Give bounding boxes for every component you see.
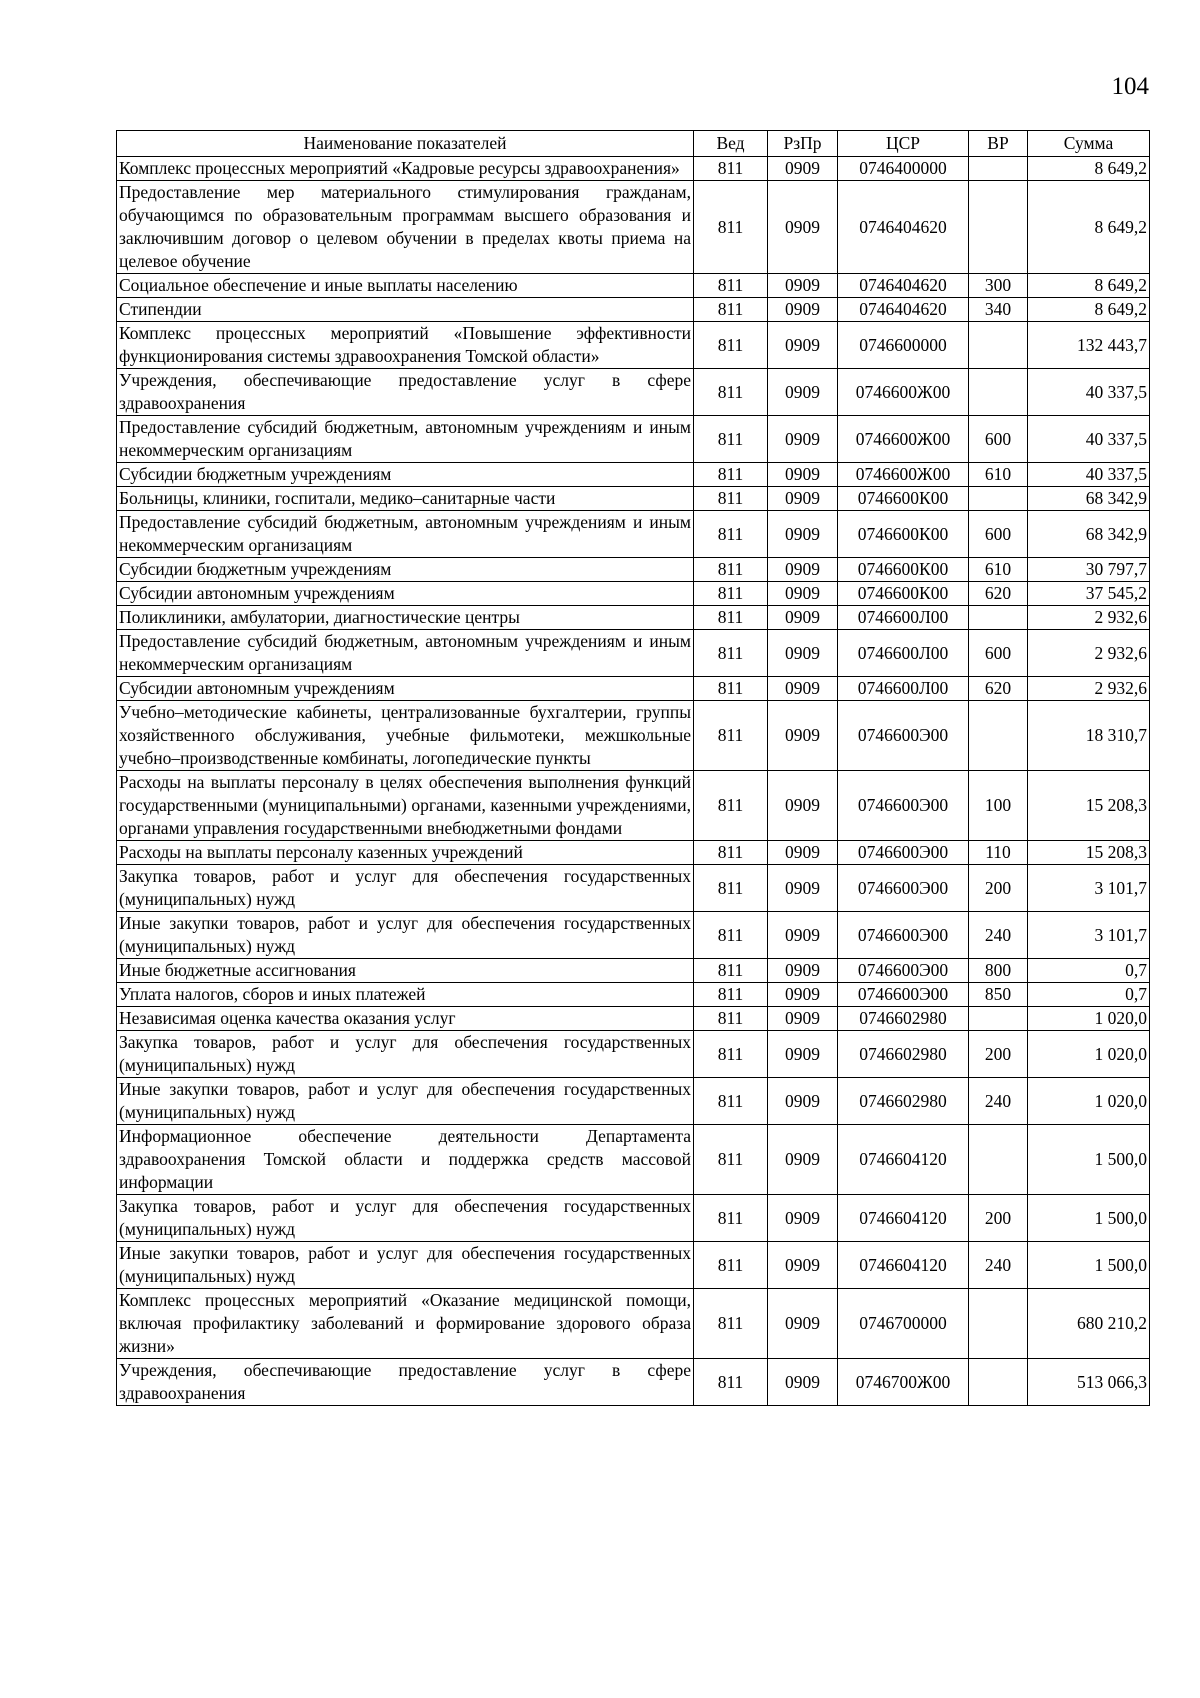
cell-name: Иные бюджетные ассигнования [117,959,694,983]
table-row [117,416,1150,463]
cell-vr: 610 [969,463,1028,487]
cell-ved: 811 [694,912,768,959]
cell-ved: 811 [694,157,768,181]
cell-name: Учреждения, обеспечивающие предоставление услуг в сфере здравоохранения [117,1359,694,1406]
cell-ved: 811 [694,841,768,865]
cell-sum: 1 020,0 [1028,1078,1150,1125]
cell-ved: 811 [694,1359,768,1406]
cell-vr: 240 [969,1078,1028,1125]
cell-sum: 1 500,0 [1028,1242,1150,1289]
header-vr: ВР [969,131,1028,157]
cell-sum: 40 337,5 [1028,369,1150,416]
cell-name: Субсидии автономным учреждениям [117,677,694,701]
cell-sum: 8 649,2 [1028,157,1150,181]
cell-name: Комплекс процессных мероприятий «Повышение эффективности функционирования системы здравоохранения Томской области» [117,322,694,369]
cell-sum: 1 500,0 [1028,1195,1150,1242]
cell-rzpr: 0909 [768,416,838,463]
cell-csr: 0746600000 [838,322,969,369]
header-ved: Вед [694,131,768,157]
cell-name: Учреждения, обеспечивающие предоставление услуг в сфере здравоохранения [117,369,694,416]
cell-sum: 2 932,6 [1028,677,1150,701]
cell-name: Предоставление субсидий бюджетным, автономным учреждениям и иным некоммерческим организациям [117,630,694,677]
cell-vr [969,1007,1028,1031]
cell-vr: 200 [969,865,1028,912]
table-row [117,1031,1150,1078]
table-row [117,487,1150,511]
cell-name: Иные закупки товаров, работ и услуг для обеспечения государственных (муниципальных) нужд [117,1242,694,1289]
cell-name: Предоставление субсидий бюджетным, автономным учреждениям и иным некоммерческим организациям [117,511,694,558]
cell-rzpr: 0909 [768,1125,838,1195]
cell-ved: 811 [694,1078,768,1125]
table-row [117,1078,1150,1125]
cell-sum: 15 208,3 [1028,841,1150,865]
cell-vr: 620 [969,582,1028,606]
cell-csr: 0746602980 [838,1007,969,1031]
cell-rzpr: 0909 [768,865,838,912]
cell-vr [969,1125,1028,1195]
cell-csr: 0746600Ж00 [838,416,969,463]
cell-ved: 811 [694,677,768,701]
cell-csr: 0746600Ж00 [838,463,969,487]
cell-rzpr: 0909 [768,322,838,369]
cell-rzpr: 0909 [768,912,838,959]
cell-ved: 811 [694,582,768,606]
table-row [117,463,1150,487]
cell-name: Информационное обеспечение деятельности Департамента здравоохранения Томской области и поддержка средств массовой информации [117,1125,694,1195]
cell-ved: 811 [694,369,768,416]
cell-csr: 0746604120 [838,1125,969,1195]
table-row [117,1242,1150,1289]
cell-sum: 8 649,2 [1028,298,1150,322]
cell-ved: 811 [694,298,768,322]
cell-csr: 0746700Ж00 [838,1359,969,1406]
cell-sum: 30 797,7 [1028,558,1150,582]
cell-csr: 0746600Э00 [838,959,969,983]
cell-sum: 1 020,0 [1028,1007,1150,1031]
table-body [117,157,1150,1406]
cell-csr: 0746600Ж00 [838,369,969,416]
cell-rzpr: 0909 [768,463,838,487]
cell-csr: 0746600К00 [838,582,969,606]
cell-sum: 15 208,3 [1028,771,1150,841]
cell-sum: 68 342,9 [1028,487,1150,511]
cell-ved: 811 [694,1007,768,1031]
cell-rzpr: 0909 [768,1007,838,1031]
cell-sum: 1 020,0 [1028,1031,1150,1078]
cell-vr [969,701,1028,771]
cell-sum: 132 443,7 [1028,322,1150,369]
cell-vr [969,487,1028,511]
cell-rzpr: 0909 [768,701,838,771]
cell-vr [969,181,1028,274]
budget-table [116,130,1150,1406]
header-csr: ЦСР [838,131,969,157]
cell-csr: 0746404620 [838,298,969,322]
cell-vr [969,369,1028,416]
cell-sum: 3 101,7 [1028,912,1150,959]
cell-csr: 0746604120 [838,1195,969,1242]
cell-sum: 2 932,6 [1028,606,1150,630]
cell-csr: 0746600К00 [838,558,969,582]
table-row [117,181,1150,274]
table-header-row [117,131,1150,157]
cell-sum: 37 545,2 [1028,582,1150,606]
cell-rzpr: 0909 [768,157,838,181]
table-row [117,511,1150,558]
cell-rzpr: 0909 [768,630,838,677]
cell-vr: 300 [969,274,1028,298]
cell-csr: 0746602980 [838,1078,969,1125]
cell-vr: 110 [969,841,1028,865]
table-row [117,630,1150,677]
cell-vr: 850 [969,983,1028,1007]
cell-rzpr: 0909 [768,1289,838,1359]
cell-name: Поликлиники, амбулатории, диагностические центры [117,606,694,630]
cell-rzpr: 0909 [768,298,838,322]
cell-name: Учебно–методические кабинеты, централизованные бухгалтерии, группы хозяйственного обслуживания, учебные фильмотеки, межшкольные учебно–производственные комбинаты, логопедические пункты [117,701,694,771]
table-row [117,606,1150,630]
cell-name: Предоставление мер материального стимулирования гражданам, обучающимся по образовательным программам высшего образования и заключившим договор о целевом обучении в пределах квоты приема на целевое обучение [117,181,694,274]
cell-csr: 0746600Э00 [838,912,969,959]
cell-vr: 600 [969,416,1028,463]
table-row [117,771,1150,841]
cell-name: Закупка товаров, работ и услуг для обеспечения государственных (муниципальных) нужд [117,1031,694,1078]
cell-name: Социальное обеспечение и иные выплаты населению [117,274,694,298]
cell-name: Уплата налогов, сборов и иных платежей [117,983,694,1007]
cell-ved: 811 [694,865,768,912]
cell-csr: 0746600Э00 [838,701,969,771]
cell-csr: 0746600Л00 [838,630,969,677]
cell-rzpr: 0909 [768,1078,838,1125]
cell-rzpr: 0909 [768,274,838,298]
cell-sum: 2 932,6 [1028,630,1150,677]
cell-csr: 0746400000 [838,157,969,181]
table-row [117,558,1150,582]
cell-csr: 0746600К00 [838,487,969,511]
header-sum: Сумма [1028,131,1150,157]
cell-ved: 811 [694,1195,768,1242]
cell-name: Расходы на выплаты персоналу в целях обеспечения выполнения функций государственными (муниципальными) органами, казенными учреждениями, органами управления государственными внебюджетными фондами [117,771,694,841]
cell-vr: 620 [969,677,1028,701]
cell-ved: 811 [694,983,768,1007]
cell-name: Субсидии бюджетным учреждениям [117,558,694,582]
table-row [117,298,1150,322]
cell-vr [969,606,1028,630]
cell-ved: 811 [694,1289,768,1359]
table-row [117,1289,1150,1359]
table-row [117,274,1150,298]
cell-rzpr: 0909 [768,1242,838,1289]
cell-csr: 0746700000 [838,1289,969,1359]
cell-csr: 0746600К00 [838,511,969,558]
cell-vr [969,1289,1028,1359]
cell-name: Закупка товаров, работ и услуг для обеспечения государственных (муниципальных) нужд [117,865,694,912]
cell-vr: 100 [969,771,1028,841]
table-row [117,983,1150,1007]
cell-name: Больницы, клиники, госпитали, медико–санитарные части [117,487,694,511]
cell-sum: 680 210,2 [1028,1289,1150,1359]
cell-name: Иные закупки товаров, работ и услуг для обеспечения государственных (муниципальных) нужд [117,912,694,959]
cell-vr: 200 [969,1031,1028,1078]
cell-rzpr: 0909 [768,511,838,558]
table-row [117,1007,1150,1031]
cell-sum: 3 101,7 [1028,865,1150,912]
cell-csr: 0746600Э00 [838,865,969,912]
cell-sum: 0,7 [1028,983,1150,1007]
cell-rzpr: 0909 [768,959,838,983]
table-row [117,582,1150,606]
table-row [117,701,1150,771]
cell-sum: 0,7 [1028,959,1150,983]
cell-ved: 811 [694,606,768,630]
cell-name: Комплекс процессных мероприятий «Кадровые ресурсы здравоохранения» [117,157,694,181]
cell-csr: 0746404620 [838,181,969,274]
cell-csr: 0746600Э00 [838,983,969,1007]
cell-rzpr: 0909 [768,558,838,582]
cell-rzpr: 0909 [768,1359,838,1406]
page-number: 104 [1111,73,1149,100]
cell-ved: 811 [694,274,768,298]
cell-sum: 40 337,5 [1028,463,1150,487]
cell-ved: 811 [694,630,768,677]
cell-csr: 0746602980 [838,1031,969,1078]
table-row [117,865,1150,912]
cell-vr: 800 [969,959,1028,983]
cell-vr: 610 [969,558,1028,582]
cell-ved: 811 [694,558,768,582]
cell-rzpr: 0909 [768,1195,838,1242]
cell-rzpr: 0909 [768,983,838,1007]
cell-rzpr: 0909 [768,771,838,841]
cell-ved: 811 [694,1125,768,1195]
cell-rzpr: 0909 [768,487,838,511]
cell-name: Комплекс процессных мероприятий «Оказание медицинской помощи, включая профилактику заболеваний и формирование здорового образа жизни» [117,1289,694,1359]
cell-ved: 811 [694,181,768,274]
cell-csr: 0746600Л00 [838,677,969,701]
cell-vr [969,322,1028,369]
cell-rzpr: 0909 [768,582,838,606]
cell-sum: 1 500,0 [1028,1125,1150,1195]
cell-csr: 0746600Э00 [838,841,969,865]
table-row [117,322,1150,369]
cell-sum: 8 649,2 [1028,274,1150,298]
cell-rzpr: 0909 [768,841,838,865]
cell-ved: 811 [694,463,768,487]
cell-name: Закупка товаров, работ и услуг для обеспечения государственных (муниципальных) нужд [117,1195,694,1242]
cell-vr: 240 [969,1242,1028,1289]
cell-ved: 811 [694,487,768,511]
cell-vr: 340 [969,298,1028,322]
table-row [117,841,1150,865]
cell-name: Субсидии автономным учреждениям [117,582,694,606]
table-row [117,369,1150,416]
cell-sum: 40 337,5 [1028,416,1150,463]
cell-name: Независимая оценка качества оказания услуг [117,1007,694,1031]
cell-sum: 513 066,3 [1028,1359,1150,1406]
cell-csr: 0746600Э00 [838,771,969,841]
cell-name: Предоставление субсидий бюджетным, автономным учреждениям и иным некоммерческим организациям [117,416,694,463]
cell-vr [969,1359,1028,1406]
cell-vr: 600 [969,511,1028,558]
cell-name: Расходы на выплаты персоналу казенных учреждений [117,841,694,865]
cell-csr: 0746600Л00 [838,606,969,630]
cell-csr: 0746604120 [838,1242,969,1289]
table-row [117,912,1150,959]
cell-vr: 240 [969,912,1028,959]
cell-sum: 18 310,7 [1028,701,1150,771]
cell-ved: 811 [694,416,768,463]
table-row [117,1359,1150,1406]
table-row [117,157,1150,181]
cell-name: Стипендии [117,298,694,322]
cell-csr: 0746404620 [838,274,969,298]
table-row [117,1195,1150,1242]
cell-name: Иные закупки товаров, работ и услуг для обеспечения государственных (муниципальных) нужд [117,1078,694,1125]
table-row [117,677,1150,701]
cell-rzpr: 0909 [768,677,838,701]
cell-ved: 811 [694,771,768,841]
cell-ved: 811 [694,701,768,771]
cell-vr: 600 [969,630,1028,677]
cell-ved: 811 [694,1031,768,1078]
cell-vr [969,157,1028,181]
cell-rzpr: 0909 [768,606,838,630]
cell-name: Субсидии бюджетным учреждениям [117,463,694,487]
cell-rzpr: 0909 [768,369,838,416]
cell-ved: 811 [694,322,768,369]
cell-sum: 68 342,9 [1028,511,1150,558]
table-row [117,959,1150,983]
cell-rzpr: 0909 [768,1031,838,1078]
cell-ved: 811 [694,959,768,983]
table-row [117,1125,1150,1195]
cell-rzpr: 0909 [768,181,838,274]
cell-vr: 200 [969,1195,1028,1242]
cell-ved: 811 [694,1242,768,1289]
cell-sum: 8 649,2 [1028,181,1150,274]
header-name: Наименование показателей [117,131,694,157]
cell-ved: 811 [694,511,768,558]
header-rzpr: РзПр [768,131,838,157]
